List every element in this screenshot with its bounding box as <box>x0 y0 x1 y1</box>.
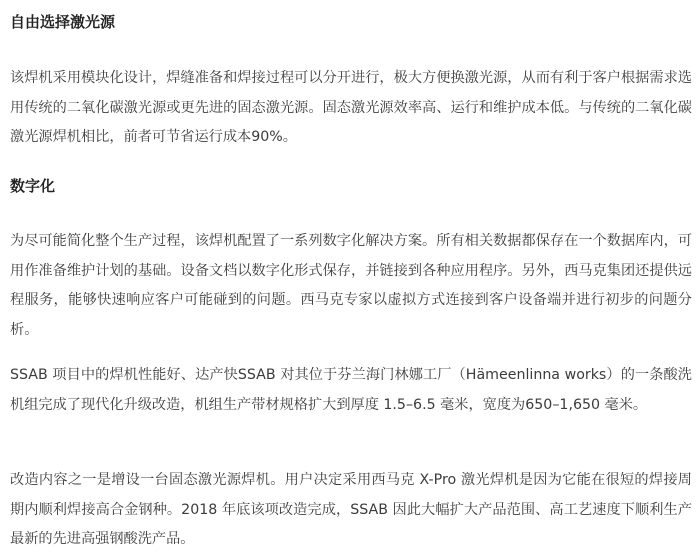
section-heading-digitalization: 数字化 <box>10 177 56 195</box>
paragraph-digitalization: 为尽可能简化整个生产过程，该焊机配置了一系列数字化解决方案。所有相关数据都保存在一个数据库内，可用作准备维护计划的基础。设备文档以数字化形式保存，并链接到各种应用程序。另外，西马克集团还提供远程服务，能够快速响应客户可能碰到的问题。西马克专家以虚拟方式连接到客户设备端并进行初步的问题分析。 <box>10 233 692 338</box>
paragraph-retrofit: 改造内容之一是增设一台固态激光源焊机。用户决定采用西马克 X-Pro 激光焊机是因为它能在很短的焊接周期内顺利焊接高合金钢种。2018 年底该项改造完成，SSAB 因此大幅扩大产品范围、高工艺速度下顺利生产最新的先进高强钢酸洗产品。 <box>10 472 692 547</box>
paragraph-laser-source: 该焊机采用模块化设计，焊缝准备和焊接过程可以分开进行，极大方便换激光源，从而有利于客户根据需求选用传统的二氧化碳激光源或更先进的固态激光源。固态激光源效率高、运行和维护成本低。与传统的二氧化碳激光源焊机相比，前者可节省运行成本90%。 <box>10 70 692 145</box>
paragraph-ssab-project: SSAB 项目中的焊机性能好、达产快SSAB 对其位于芬兰海门林娜工厂（Hämeenlinna works）的一条酸洗机组完成了现代化升级改造，机组生产带材规格扩大到厚度 1.5–6.5 毫米，宽度为650–1,650 毫米。 <box>10 367 692 413</box>
section-heading-laser-source: 自由选择激光源 <box>10 13 116 31</box>
